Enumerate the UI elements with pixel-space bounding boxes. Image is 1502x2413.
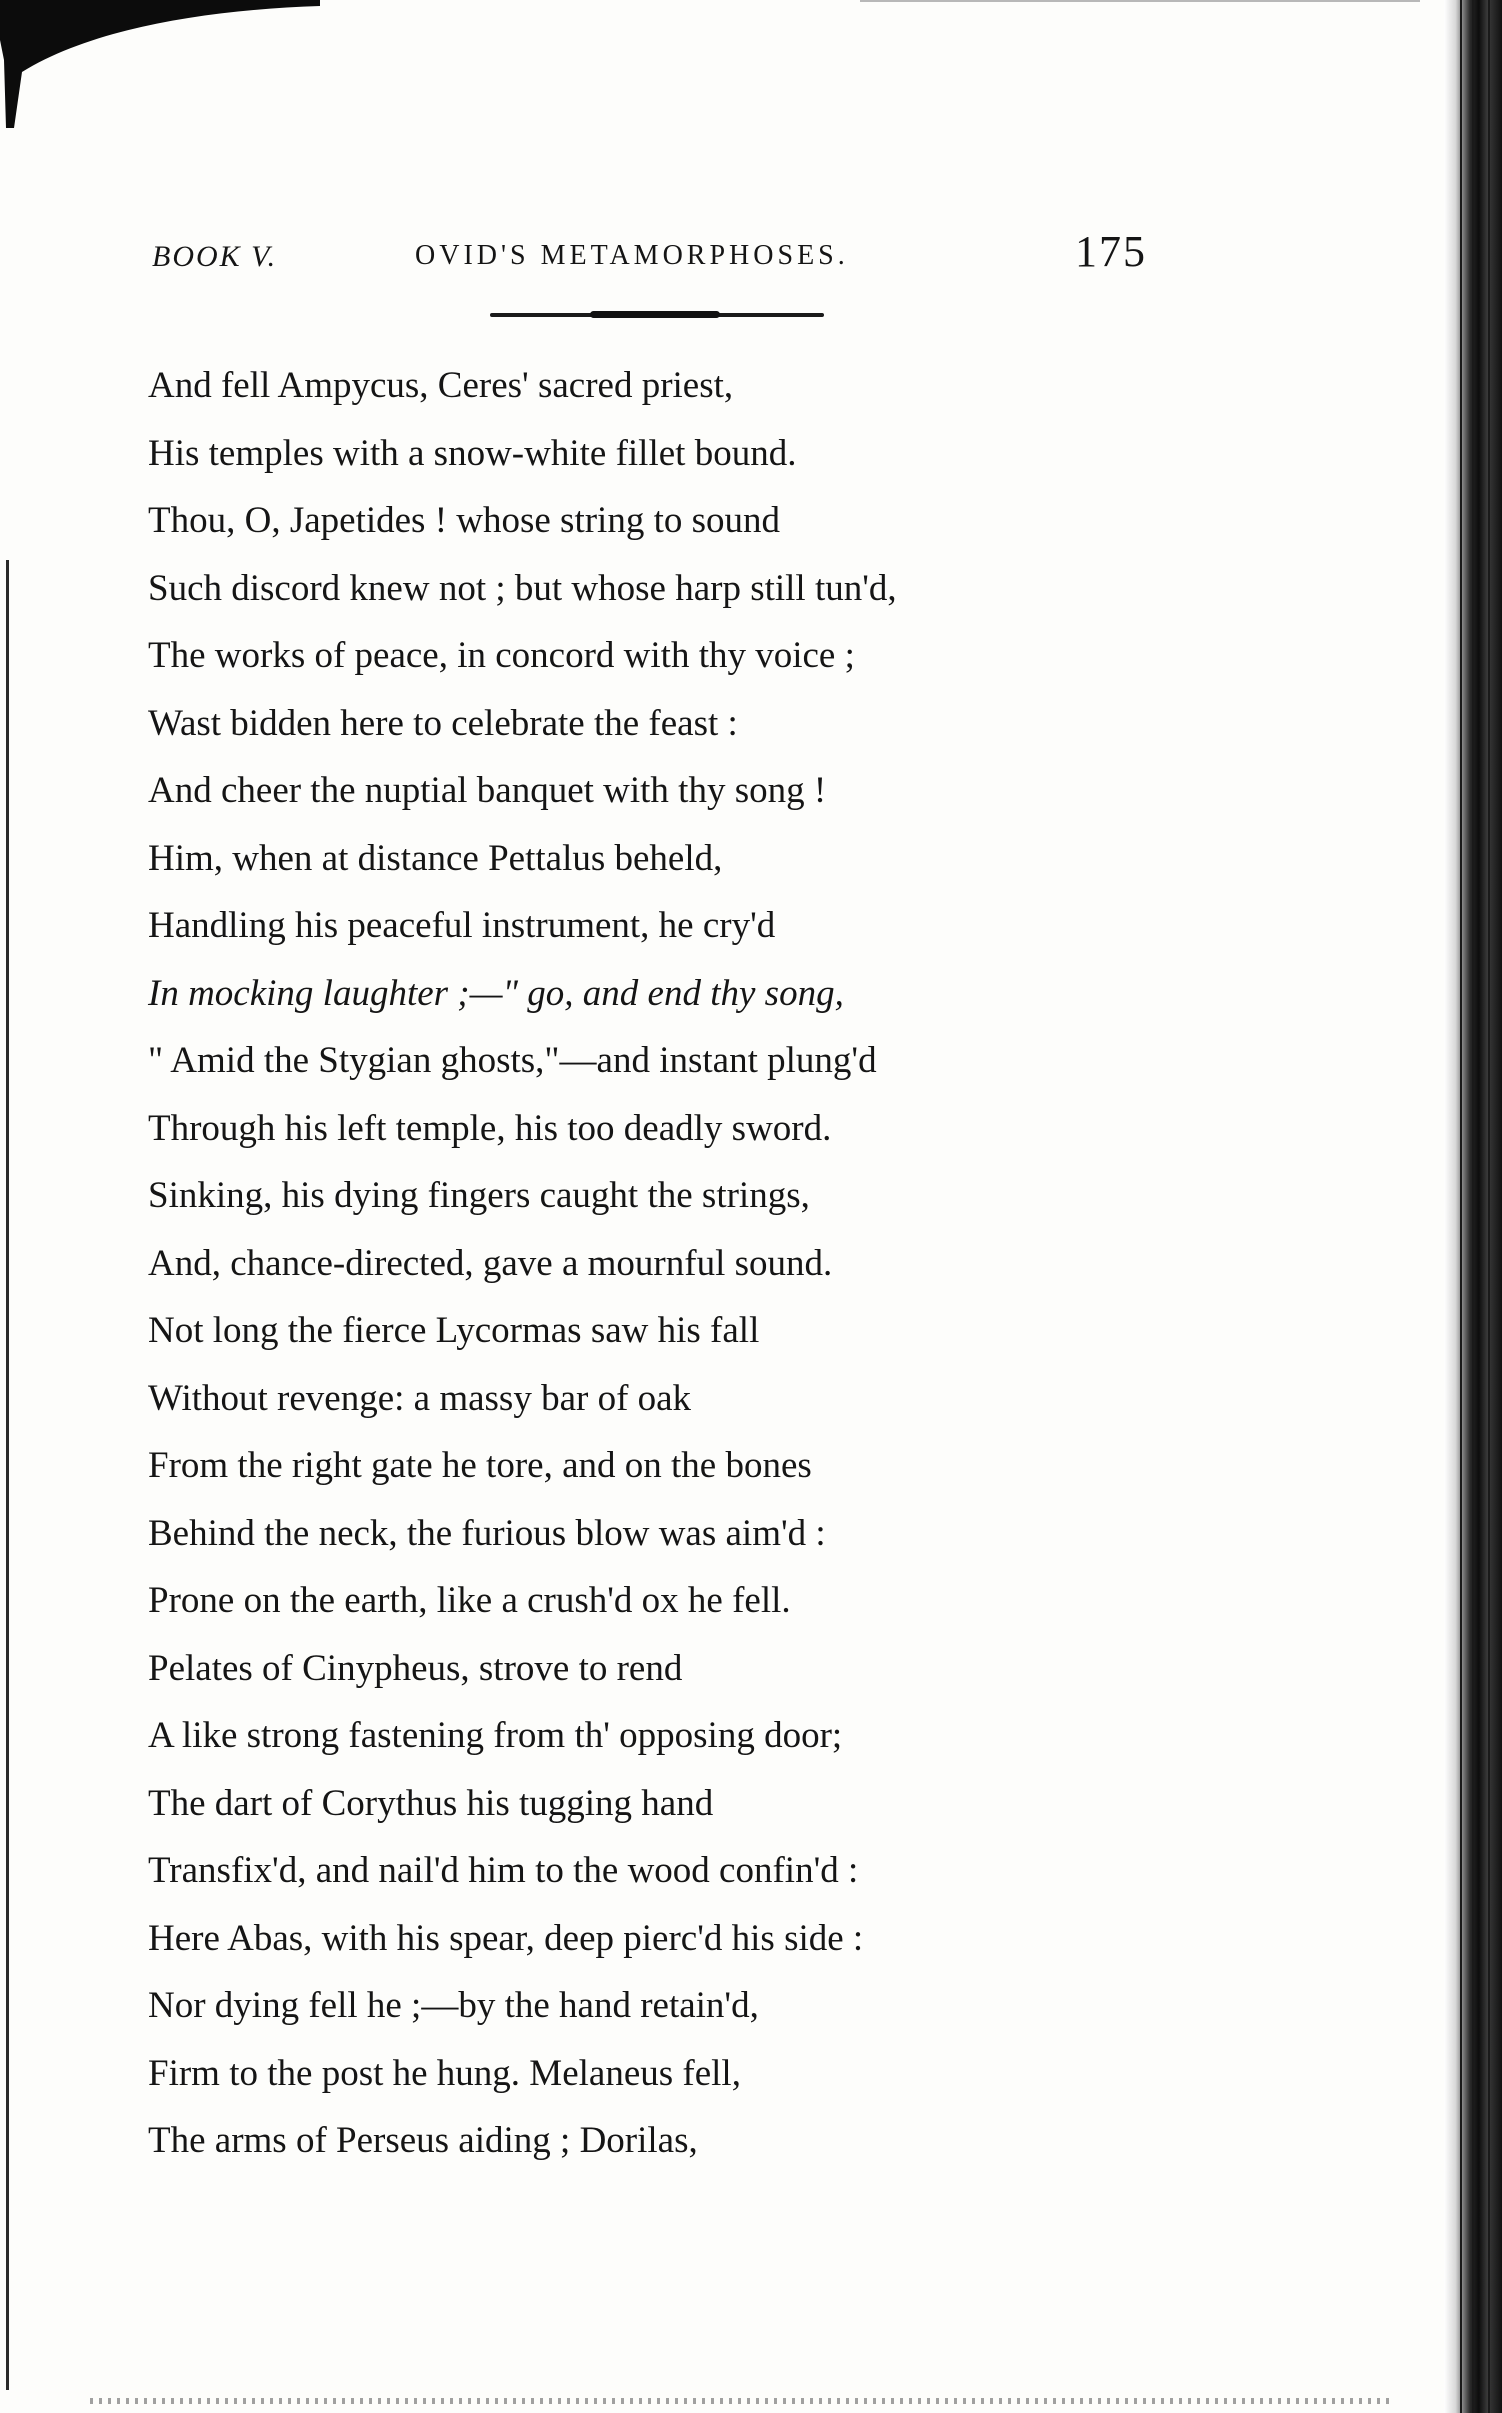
verse-line: Without revenge: a massy bar of oak (148, 1377, 692, 1419)
verse-line: And fell Ampycus, Ceres' sacred priest, (148, 365, 734, 406)
running-title: OVID'S METAMORPHOSES. (415, 240, 849, 271)
verse-line: Pelates of Cinypheus, strove to rend (148, 1647, 683, 1689)
binding-line (1460, 0, 1462, 2413)
verse-line: Prone on the earth, like a crush'd ox he fell. (148, 1580, 791, 1621)
book-label: BOOK V. (152, 240, 278, 273)
header-rule (490, 313, 824, 317)
verse-line: His temples with a snow-white fillet bound. (148, 432, 797, 474)
left-page-edge (6, 560, 9, 2390)
verse-line: " Amid the Stygian ghosts,"—and instant plung'd (148, 1040, 877, 1081)
verse-line: Not long the fierce Lycormas saw his fall (148, 1310, 760, 1351)
page-number: 175 (1075, 227, 1147, 276)
verse-line: Wast bidden here to celebrate the feast : (148, 702, 738, 744)
verse-line: Firm to the post he hung. Melaneus fell, (148, 2052, 741, 2094)
verse-line: Here Abas, with his spear, deep pierc'd his side : (148, 1917, 864, 1959)
verse-line: Through his left temple, his too deadly sword. (148, 1107, 832, 1149)
bottom-scan-noise (90, 2398, 1390, 2404)
verse-line: Transfix'd, and nail'd him to the wood confin'd : (148, 1850, 859, 1891)
verse-line: A like strong fastening from th' opposing door; (148, 1715, 843, 1756)
verse-line: Handling his peaceful instrument, he cry'd (148, 905, 776, 946)
verse-line: Such discord knew not ; but whose harp still tun'd, (148, 567, 897, 609)
binding-line (1488, 0, 1490, 2413)
binding-line (1472, 0, 1474, 2413)
verse-line: Sinking, his dying fingers caught the strings, (148, 1175, 810, 1216)
scan-corner-shadow (0, 0, 320, 130)
verse-line: The arms of Perseus aiding ; Dorilas, (148, 2120, 698, 2161)
verse-line: Nor dying fell he ;—by the hand retain'd, (148, 1985, 759, 2026)
verse-line: Thou, O, Japetides ! whose string to sound (148, 500, 781, 541)
poem-text (148, 352, 1088, 2175)
verse-line: The works of peace, in concord with thy voice ; (148, 635, 855, 676)
verse-line: And, chance-directed, gave a mournful sound. (148, 1242, 833, 1284)
verse-line: The dart of Corythus his tugging hand (148, 1782, 714, 1824)
verse-line: Him, when at distance Pettalus beheld, (148, 837, 723, 879)
running-header (150, 218, 1150, 278)
top-edge-line (860, 0, 1420, 2)
verse-line: Behind the neck, the furious blow was aim'd : (148, 1512, 826, 1554)
verse-line: And cheer the nuptial banquet with thy song ! (148, 770, 827, 811)
verse-line: In mocking laughter ;—" go, and end thy song, (148, 972, 844, 1014)
verse-line: From the right gate he tore, and on the bones (148, 1445, 812, 1486)
